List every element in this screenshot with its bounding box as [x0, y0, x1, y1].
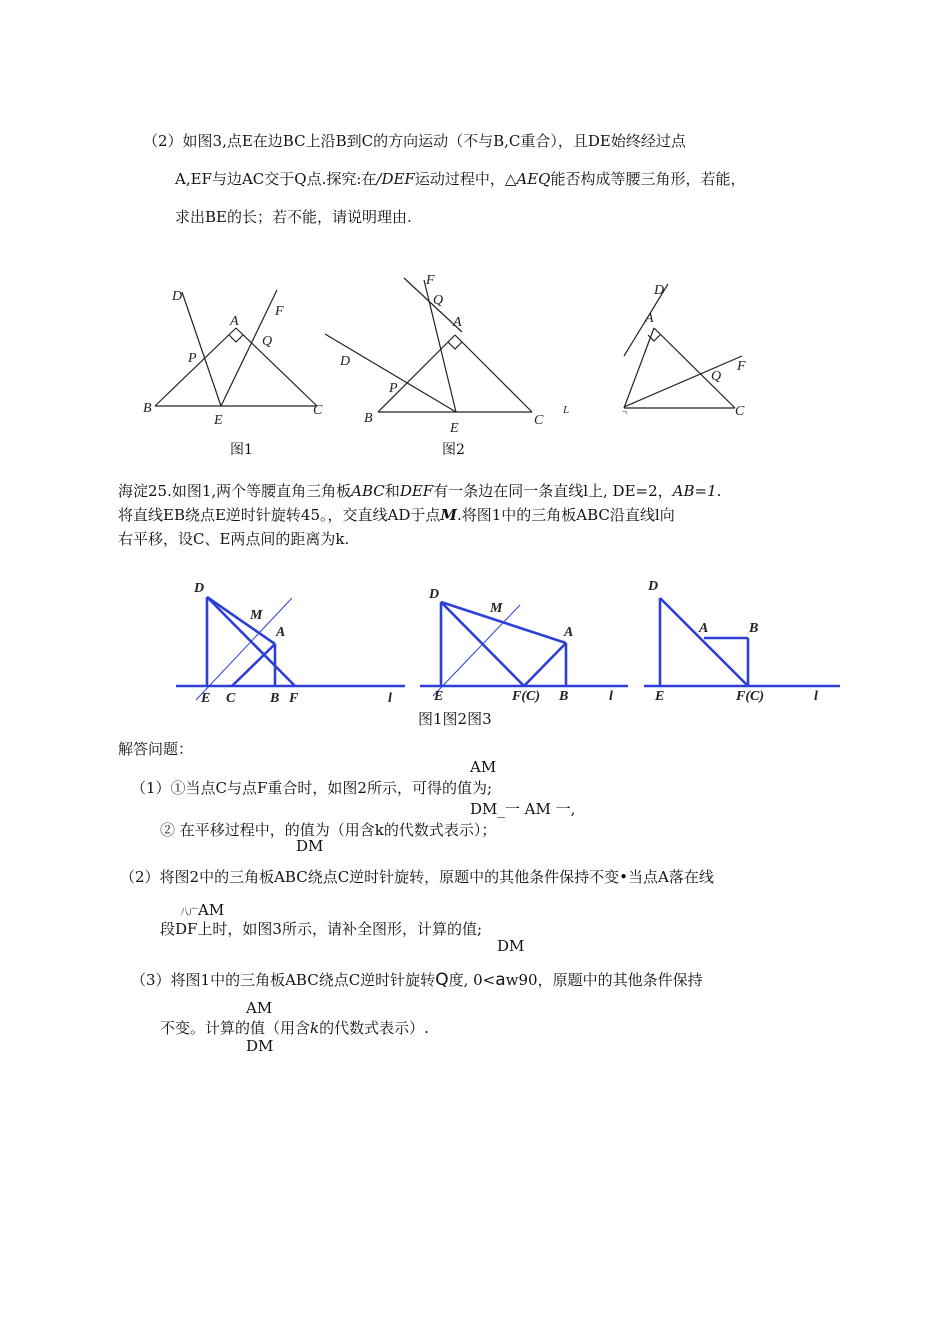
- p25-line2: [118, 506, 675, 524]
- b-fig2-label-m: M: [490, 601, 503, 616]
- fig2-line-ba: [378, 335, 455, 412]
- p25-m: M: [440, 506, 457, 524]
- fig1-label-d: D: [172, 289, 183, 304]
- p25-line2-b: .将图1中的三角板ABC沿直线l向: [456, 506, 675, 524]
- fig3-label-c: C: [735, 404, 745, 419]
- part2-line2-a: A,EF与边AC交于Q点.探究:在: [175, 170, 377, 188]
- b-fig2-label-a: A: [564, 625, 574, 640]
- fig3-label-d: D: [654, 283, 665, 298]
- p25-def: DEF: [399, 482, 434, 500]
- part2-line2-e: 能否构成等腰三角形，若能，: [550, 170, 746, 188]
- fig1-line-ba: [155, 328, 236, 406]
- q1b-fraction-top: DM_一 AM 一,: [470, 800, 576, 818]
- b-fig2-label-l: l: [609, 689, 613, 704]
- q3-k: k: [310, 1019, 320, 1037]
- fig2-line-ac: [455, 335, 532, 412]
- part2-line1: （2）如图3,点E在边BC上沿B到C的方向运动（不与B,C重合），且DE始终经过点: [143, 132, 686, 150]
- p25-line2-a: 将直线EB绕点E逆时针旋转45。，交直线AD于点: [118, 506, 441, 524]
- fig1-line-de: [182, 292, 221, 406]
- q1-fraction-top: AM: [470, 758, 497, 776]
- q1-text: （1）①当点C与点F重合时，如图2所示，可得的值为;: [131, 779, 493, 797]
- fig2-label-q: Q: [433, 293, 444, 308]
- fig3-label-a: A: [645, 311, 654, 326]
- fig2-label-a: A: [453, 315, 462, 330]
- q3-fraction-top: AM: [246, 999, 273, 1017]
- q3-q: Q: [435, 970, 449, 990]
- q3-text-c: w90，原题中的其他条件保持: [505, 971, 703, 989]
- fig2-label-f: F: [426, 273, 435, 288]
- b-fig1-line-da: [207, 597, 275, 644]
- fig3-label-q: Q: [711, 369, 722, 384]
- b-fig2-label-e: E: [434, 689, 444, 704]
- fig2-label-e: E: [450, 421, 459, 436]
- fig1-label-e: E: [214, 413, 223, 428]
- q2-fraction-am: AM: [198, 901, 225, 919]
- q3-text: [131, 971, 703, 989]
- p25-line1-c: 有一条边在同一条直线l上, DE=2，: [433, 482, 673, 500]
- p25-one: 1.: [707, 482, 722, 500]
- fig2-label-c: C: [534, 413, 544, 428]
- b-fig1-label-l: l: [388, 691, 392, 706]
- b-fig3-line-df: [660, 598, 748, 686]
- b-fig1-label-d: D: [194, 581, 205, 596]
- part2-line3: 求出BE的长；若不能，请说明理由.: [175, 208, 412, 226]
- stray-label-l: L: [563, 404, 570, 416]
- fig2-label-p: P: [389, 381, 398, 396]
- fig2-right-angle-mark: [448, 342, 462, 349]
- top-caption-1: 图1: [230, 442, 253, 458]
- fig3-line-ef: [624, 356, 742, 407]
- q1b-text: ② 在平移过程中，的值为（用含k的代数式表示）；: [160, 821, 497, 839]
- b-fig1-label-f: F: [289, 691, 299, 706]
- b-fig1-label-e: E: [201, 691, 211, 706]
- q3-text2-b: 的代数式表示）.: [319, 1019, 429, 1037]
- b-fig1-label-m: M: [250, 608, 263, 623]
- b-fig2-label-d: D: [429, 587, 440, 602]
- svg-text:¬: ¬: [622, 407, 628, 417]
- p25-abc: ABC: [351, 482, 385, 500]
- q2-fraction-bottom: DM: [497, 937, 525, 955]
- fig1-right-angle-mark: [229, 335, 243, 342]
- b-fig1-line-ac: [232, 644, 275, 686]
- top-caption-2: 图2: [442, 442, 465, 458]
- part2-line2-c: 运动过程中，: [414, 170, 505, 188]
- fig3-label-f: F: [737, 359, 746, 374]
- fig1-line-ac: [236, 328, 317, 406]
- b-fig2-label-fc: F(C): [512, 689, 540, 704]
- fig1-label-c: C: [313, 403, 323, 418]
- p25-ab: AB=: [672, 482, 708, 500]
- fig1-label-a: A: [230, 314, 239, 329]
- p25-line1-b: 和: [384, 482, 400, 500]
- b-fig2-label-b: B: [559, 689, 569, 704]
- q3-text-b: 度, 0<: [448, 971, 496, 989]
- b-fig3-label-b: B: [749, 621, 759, 636]
- b-fig3-label-d: D: [648, 579, 659, 594]
- angle-def: ∕DEF: [376, 170, 415, 188]
- q2-fraction-top: [180, 901, 224, 922]
- b-fig3-label-e: E: [655, 689, 665, 704]
- q2-fraction-prefix: 八广: [180, 908, 199, 918]
- p25-line3: 右平移，设C、E两点间的距离为k.: [118, 530, 350, 548]
- bottom-figures: [0, 572, 950, 712]
- b-fig1-label-a: A: [276, 625, 286, 640]
- top-figures: [0, 270, 950, 470]
- p25-line1: [118, 482, 721, 500]
- q3-text2: [160, 1019, 429, 1037]
- q2-text: （2）将图2中的三角板ABC绕点C逆时针旋转，原题中的其他条件保持不变•当点A落在线: [120, 868, 714, 886]
- fig2-label-b: B: [364, 411, 373, 426]
- b-fig1-label-b: B: [270, 691, 280, 706]
- triangle-aeq: △AEQ: [504, 170, 551, 188]
- fig1-label-q: Q: [262, 334, 273, 349]
- q3-text2-a: 不变。计算的值（用含: [160, 1019, 311, 1037]
- part2-line2: [175, 170, 745, 188]
- b-fig3-label-l: l: [814, 689, 818, 704]
- b-fig2-line-ac: [524, 643, 566, 686]
- bottom-captions: 图1图2图3: [418, 710, 492, 728]
- q3-alpha: a: [495, 970, 506, 990]
- q3-text-a: （3）将图1中的三角板ABC绕点C逆时针旋转: [131, 971, 436, 989]
- b-fig3-label-a: A: [699, 621, 709, 636]
- b-fig1-label-c: C: [226, 691, 236, 706]
- fig1-label-b: B: [143, 401, 152, 416]
- questions-header: 解答问题：: [118, 740, 194, 758]
- b-fig3-label-fc: F(C): [736, 689, 764, 704]
- q1b-fraction-bottom: DM: [296, 837, 324, 855]
- fig3-line-ac: [654, 328, 735, 408]
- b-fig2-line-em: [433, 605, 520, 696]
- p25-line1-a: 海淀25.如图1,两个等腰直角三角板: [118, 482, 352, 500]
- fig2-label-d: D: [340, 354, 351, 369]
- q3-fraction-bottom: DM: [246, 1037, 274, 1055]
- q2-text2: 段DF上时，如图3所示，请补全图形，计算的值;: [160, 920, 483, 938]
- fig1-label-p: P: [188, 351, 197, 366]
- fig1-label-f: F: [275, 304, 284, 319]
